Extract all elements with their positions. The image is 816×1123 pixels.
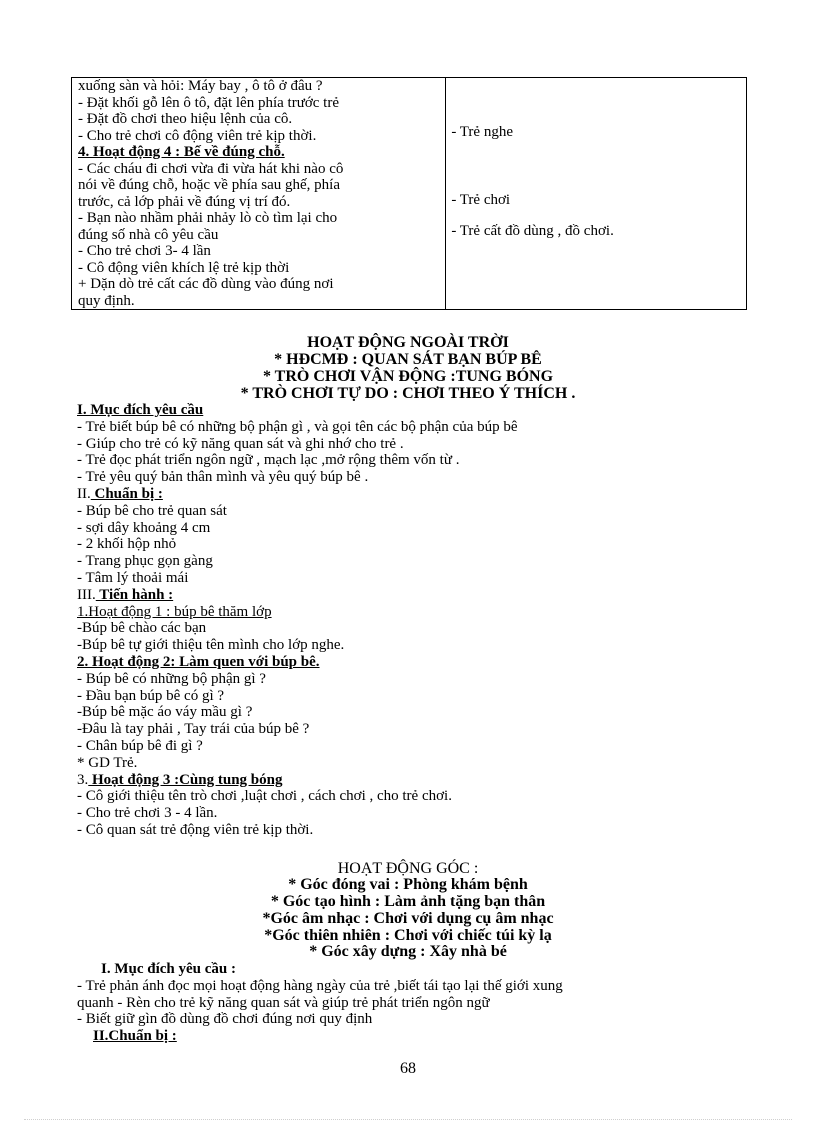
activity-2-heading: 2. Hoạt động 2: Làm quen với búp bê. (77, 653, 320, 670)
procedure-prefix: III. (77, 586, 96, 603)
table-left-line: - Bạn nào nhầm phải nhảy lò cò tìm lại cho (78, 210, 338, 226)
procedure-title: Tiến hành : (95, 586, 174, 603)
table-left-line: - Cô động viên khích lệ trẻ kịp thời (78, 259, 290, 276)
child-activity-cell (446, 78, 747, 310)
corner-body (77, 961, 757, 1045)
outdoor-line-2: * TRÒ CHƠI VẬN ĐỘNG :TUNG BÓNG (262, 368, 554, 385)
page-number: 68 (400, 1060, 416, 1077)
activity-1-item: -Búp bê chào các bạn (77, 620, 207, 637)
activity-3-item: - Cô quan sát trẻ động viên trẻ kịp thời. (77, 821, 314, 838)
prep-item: - sợi dây khoảng 4 cm (77, 519, 211, 536)
child-response: - Trẻ cất đồ dùng , đồ chơi. (451, 223, 614, 239)
table-left-line: - Đặt khối gỗ lên ô tô, đặt lên phía trước trẻ (78, 94, 339, 111)
activity-3-heading (77, 772, 757, 789)
prep-item: - Tâm lý thoải mái (77, 569, 189, 586)
teacher-activity-cell (72, 78, 446, 310)
activity-3-item: - Cho trẻ chơi 3 - 4 lần. (77, 805, 218, 822)
procedure-heading (77, 587, 757, 604)
footer-divider (24, 1119, 792, 1120)
purpose-heading: I. Mục đích yêu cầu (77, 402, 204, 418)
table-left-line: nói về đúng chỗ, hoặc về phía sau ghế, phía (78, 177, 341, 193)
table-left-line: - Cho trẻ chơi cô động viên trẻ kịp thời. (78, 127, 317, 144)
corner-item: *Góc thiên nhiên : Chơi với chiếc túi kỳ lạ (264, 927, 552, 944)
table-left-line: - Đặt đồ chơi theo hiệu lệnh của cô. (78, 111, 293, 127)
purpose-item: - Trẻ biết búp bê có những bộ phận gì , và gọi tên các bộ phận của búp bê (77, 418, 518, 435)
activity-3-item: - Cô giới thiệu tên trò chơi ,luật chơi , cách chơi , cho trẻ chơi. (77, 788, 452, 805)
child-response: - Trẻ chơi (451, 191, 511, 208)
purpose-item: - Trẻ đọc phát triển ngôn ngữ , mạch lạc ,mở rộng thêm vốn từ . (77, 452, 460, 469)
corner-item: *Góc âm nhạc : Chơi với dụng cụ âm nhạc (262, 910, 554, 927)
table-left-line: đúng số nhà cô yêu cầu (78, 226, 219, 243)
prep-item: - Trang phục gọn gàng (77, 553, 213, 570)
corner-purpose-item: - Biết giữ gìn đồ dùng đồ chơi đúng nơi quy định (77, 1011, 373, 1028)
child-response: - Trẻ nghe (451, 124, 513, 140)
activity-2-item: - Búp bê có những bộ phận gì ? (77, 670, 266, 687)
table-left-line: + Dặn dò trẻ cất các đồ dùng vào đúng nơi (78, 276, 334, 292)
table-left-line: xuống sàn và hỏi: Máy bay , ô tô ở đâu ? (78, 78, 323, 94)
corner-title: HOẠT ĐỘNG GÓC : (337, 860, 479, 877)
corner-item: * Góc đóng vai : Phòng khám bệnh (288, 876, 528, 893)
corner-purpose-item: - Trẻ phản ánh đọc mọi hoạt động hàng ngày của trẻ ,biết tái tạo lại thế giới xung (77, 977, 563, 994)
corner-item: * Góc tạo hình : Làm ảnh tặng bạn thân (270, 893, 546, 910)
activity-2-item: -Đâu là tay phải , Tay trái của búp bê ? (77, 721, 310, 738)
table-left-line: quy định. (78, 292, 135, 309)
prep-title: Chuẩn bị : (90, 485, 163, 502)
outdoor-title: HOẠT ĐỘNG NGOÀI TRỜI (307, 334, 509, 351)
purpose-item: - Trẻ yêu quý bản thân mình và yêu quý búp bê . (77, 469, 369, 486)
table-left-line: - Cho trẻ chơi 3- 4 lần (78, 243, 211, 259)
corner-purpose-heading: I. Mục đích yêu cầu : (101, 961, 236, 977)
activity-2-item: - Đầu bạn búp bê có gì ? (77, 687, 225, 704)
activity-3-prefix: 3. (77, 771, 89, 788)
prep-item: - 2 khối hộp nhỏ (77, 536, 177, 553)
corner-purpose-item: quanh - Rèn cho trẻ kỹ năng quan sát và giúp trẻ phát triển ngôn ngữ (77, 994, 490, 1011)
outdoor-line-1: * HĐCMĐ : QUAN SÁT BẠN BÚP BÊ (274, 351, 542, 368)
corner-prep-heading: II.Chuẩn bị : (93, 1028, 177, 1045)
table-left-line: trước, cả lớp phải về đúng vị trí đó. (78, 193, 291, 210)
outdoor-body (77, 402, 757, 839)
activity-table (71, 77, 747, 310)
activity-4-heading: 4. Hoạt động 4 : Bế về đúng chỗ. (78, 144, 285, 160)
prep-heading (77, 486, 757, 503)
corner-item: * Góc xây dựng : Xây nhà bé (309, 943, 507, 960)
activity-2-item: - Chân búp bê đi gì ? (77, 737, 203, 754)
table-row (72, 78, 747, 310)
purpose-item: - Giúp cho trẻ có kỹ năng quan sát và ghi nhớ cho trẻ . (77, 435, 404, 452)
outdoor-line-3: * TRÒ CHƠI TỰ DO : CHƠI THEO Ý THÍCH . (240, 385, 576, 402)
prep-item: - Búp bê cho trẻ quan sát (77, 502, 227, 519)
activity-2-item: -Búp bê mặc áo váy mầu gì ? (77, 704, 253, 721)
activity-2-item: * GD Trẻ. (77, 754, 138, 771)
activity-1-item: -Búp bê tự giới thiệu tên mình cho lớp nghe. (77, 637, 345, 654)
activity-1-heading: 1.Hoạt động 1 : búp bê thăm lớp (77, 603, 272, 620)
prep-prefix: II. (77, 485, 91, 502)
activity-3-title: Hoạt động 3 :Cùng tung bóng (88, 771, 283, 788)
table-left-line: - Các cháu đi chơi vừa đi vừa hát khi nào cô (78, 160, 344, 177)
